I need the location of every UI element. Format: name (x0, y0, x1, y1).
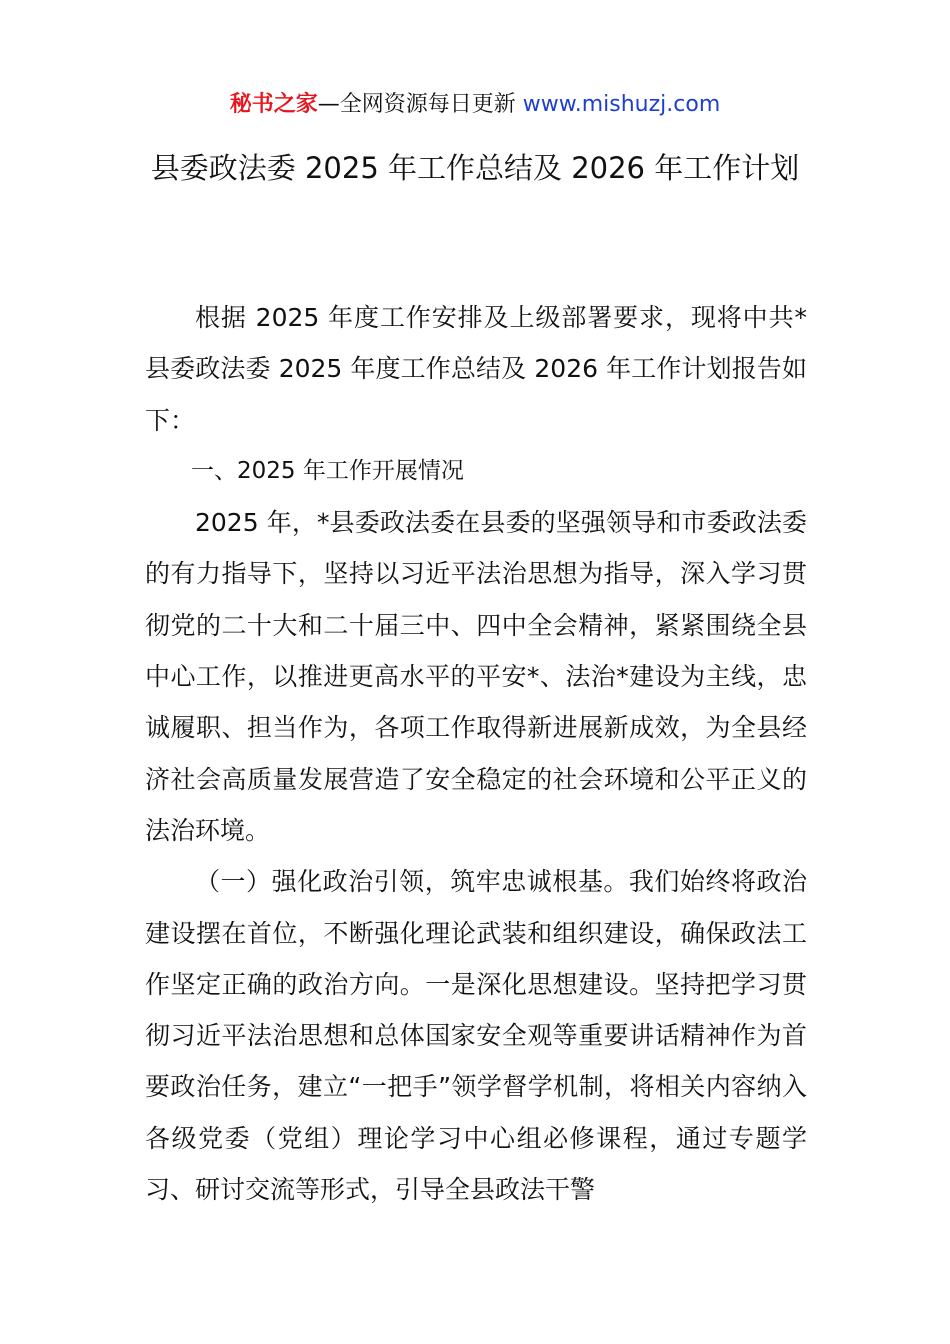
site-url-link[interactable]: www.mishuzj.com (522, 92, 721, 117)
section-heading: 一、2025 年工作开展情况 (191, 457, 464, 484)
body-paragraph: 2025 年，*县委政法委在县委的坚强领导和市委政法委的有力指导下，坚持以习近平法治思想为指导，深入学习贯彻党的二十大和二十届三中、四中全会精神，紧紧围绕全县中心工作，以推进更高水平的平安*、法治*建设为主线，忠诚履职、担当作为，各项工作取得新进展新成效，为全县经济社会高质量发展营造了安全稳定的社会环境和公平正义的法治环境。 (145, 508, 807, 845)
site-header (0, 88, 950, 122)
site-tagline: —全网资源每日更新 (317, 92, 523, 117)
document-title: 县委政法委 2025 年工作总结及 2026 年工作计划 (150, 151, 800, 185)
intro-paragraph: 根据 2025 年度工作安排及上级部署要求，现将中共*县委政法委 2025 年度工作总结及 2026 年工作计划报告如下： (145, 303, 807, 435)
body-paragraph: （一）强化政治引领，筑牢忠诚根基。我们始终将政治建设摆在首位，不断强化理论武装和组织建设，确保政法工作坚定正确的政治方向。一是深化思想建设。坚持把学习贯彻习近平法治思想和总体国家安全观等重要讲话精神作为首要政治任务，建立“一把手”领学督学机制，将相关内容纳入各级党委（党组）理论学习中心组必修课程，通过专题学习、研讨交流等形式，引导全县政法干警 (145, 867, 807, 1205)
site-brand: 秘书之家 (229, 92, 318, 117)
document-body (145, 292, 807, 1215)
